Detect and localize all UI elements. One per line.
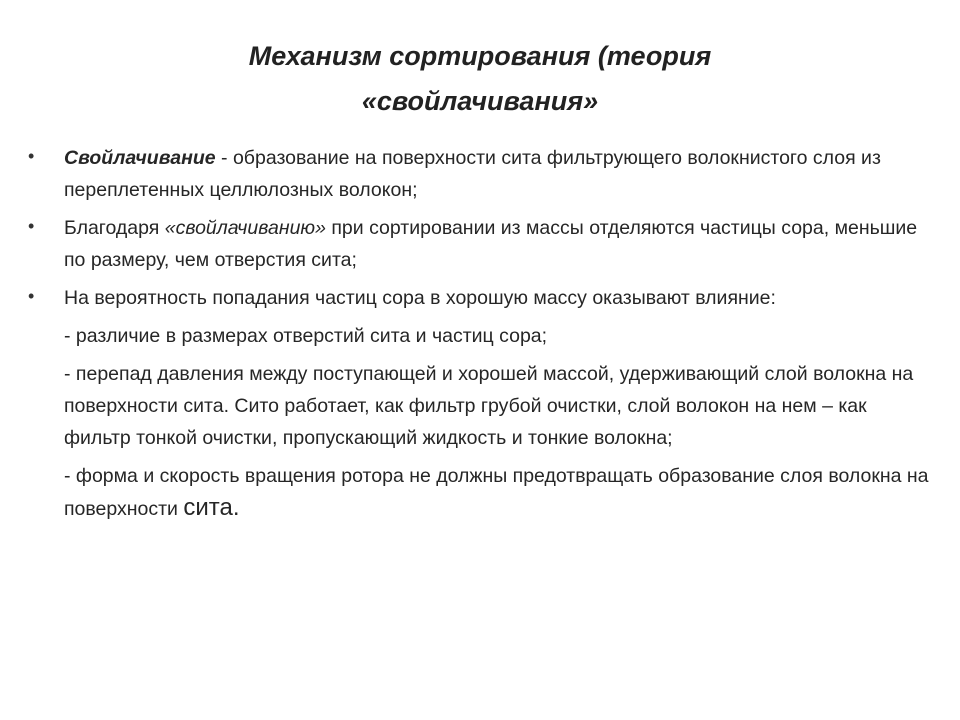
page-title [130, 34, 830, 124]
bullet-icon: • [28, 286, 35, 306]
title-line-1: Механизм сортирования (теория [248, 41, 712, 71]
bullet-prefix: Благодаря [64, 217, 165, 239]
bullet-item-1 [28, 142, 934, 206]
bullet-icon: • [28, 146, 35, 166]
bullet-text [64, 212, 934, 276]
bullet-item-2 [28, 212, 934, 276]
sub-item-3 [64, 460, 934, 525]
sub-item-2: - перепад давления между поступающей и хорошей массой, удерживающий слой волокна на поверхности сита. Сито работает, как фильтр грубой очистки, слой волокон на нем – как фильтр тонкой очистки, пропускающий жидкость и тонкие волокна; [64, 363, 914, 449]
bullet-body: при сортировании из массы отделяются частицы сора, меньшие по размеру, чем отверстия сита; [64, 217, 918, 271]
bullet-body: - образование на поверхности сита фильтрующего волокнистого слоя из переплетенных целлюлозных волокон; [64, 147, 881, 201]
sub-item-body: - форма и скорость вращения ротора не должны предотвращать образование слоя волокна на поверхности [64, 465, 929, 520]
term-svoylachivanie: Свойлачивание [64, 147, 216, 169]
term-svoylachivaniyu: «свойлачиванию» [164, 217, 326, 239]
sub-item-1: - различие в размерах отверстий сита и частиц сора; [64, 325, 548, 347]
sub-item-tail: сита. [183, 494, 240, 521]
bullet-body: На вероятность попадания частиц сора в хорошую массу оказывают влияние: [64, 287, 776, 309]
bullet-icon: • [28, 216, 35, 236]
title-line-2: «свойлачивания» [361, 86, 599, 116]
bullet-text [64, 142, 934, 206]
bullet-list [28, 142, 934, 531]
bullet-item-3 [28, 282, 934, 314]
